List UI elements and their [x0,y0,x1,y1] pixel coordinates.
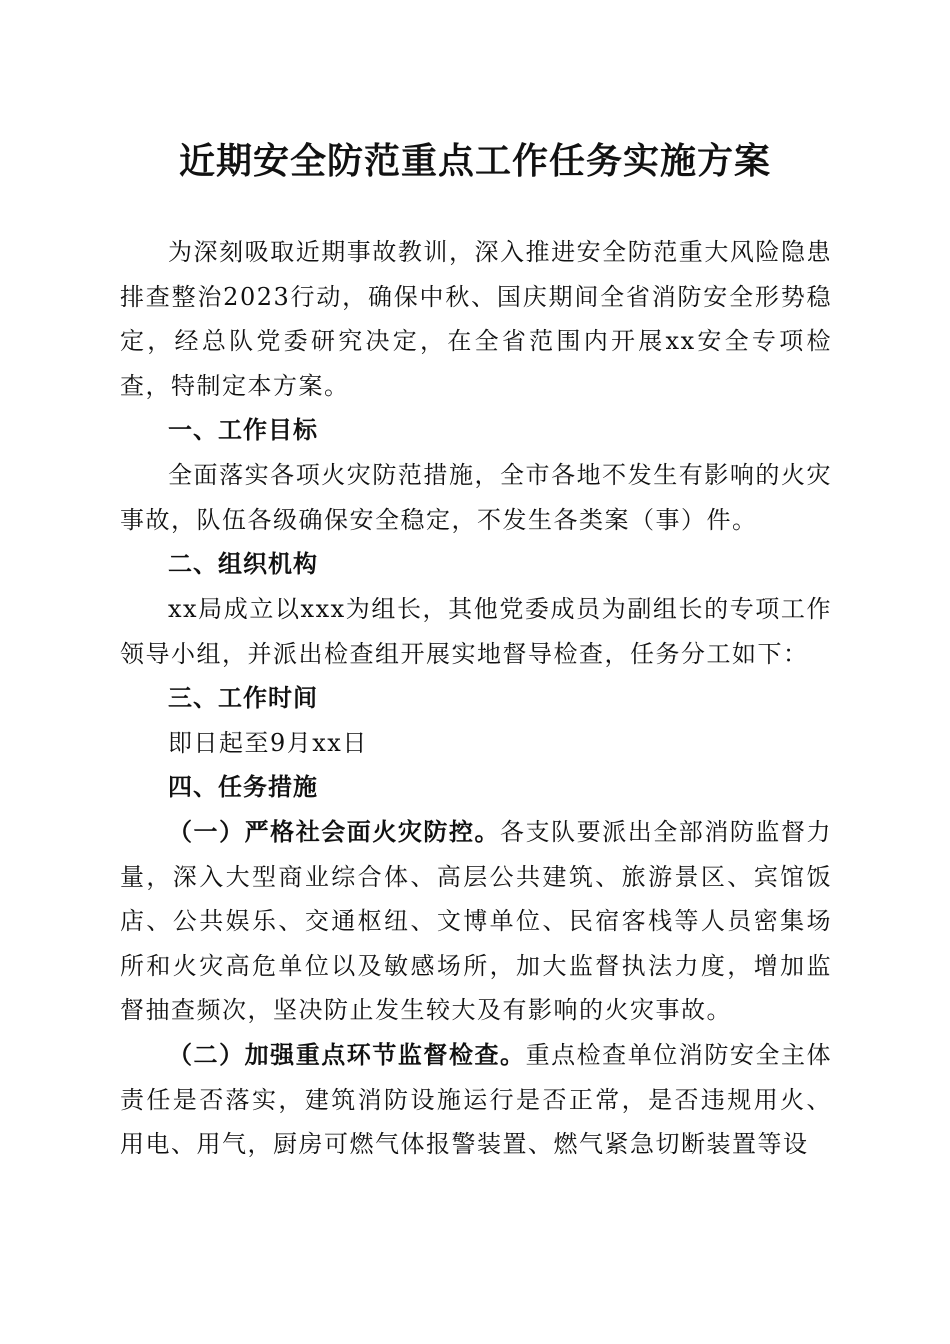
section-heading-goal: 一、工作目标 [168,416,318,444]
section-text-goal: 全面落实各项火灾防范措施，全市各地不发生有影响的火灾事故，队伍各级确保安全稳定，不发生各类案（事）件。 [120,461,832,534]
intro-paragraph: 为深刻吸取近期事故教训，深入推进安全防范重大风险隐患排查整治2023行动，确保中秋、国庆期间全省消防安全形势稳定，经总队党委研究决定，在全省范围内开展xx安全专项检查，特制定本方案。 [120,238,832,400]
section-text-organization: xx局成立以xxx为组长，其他党委成员为副组长的专项工作领导小组，并派出检查组开展实地督导检查，任务分工如下： [120,595,832,668]
measure-item-1-lead: （一）严格社会面火灾防控。 [168,817,501,846]
section-heading-organization: 二、组织机构 [168,550,318,578]
section-text-time: 即日起至9月xx日 [168,729,368,757]
measure-item-2 [120,1033,832,1167]
document-title: 近期安全防范重点工作任务实施方案 [178,140,771,182]
section-heading-time: 三、工作时间 [168,684,318,712]
section-heading-measures: 四、任务措施 [168,773,318,801]
measure-item-1-text: 各支队要派出全部消防监督力量，深入大型商业综合体、高层公共建筑、旅游景区、宾馆饭店、公共娱乐、交通枢纽、文博单位、民宿客栈等人员密集场所和火灾高危单位以及敏感场所，加大监督执法力度，增加监督抽查频次，坚决防止发生较大及有影响的火灾事故。 [120,818,833,1024]
measure-item-2-text: 重点检查单位消防安全主体责任是否落实，建筑消防设施运行是否正常，是否违规用火、用电、用气，厨房可燃气体报警装置、燃气紧急切断装置等设 [120,1041,833,1158]
measure-item-1 [120,810,832,1033]
measure-item-2-lead: （二）加强重点环节监督检查。 [168,1040,526,1069]
